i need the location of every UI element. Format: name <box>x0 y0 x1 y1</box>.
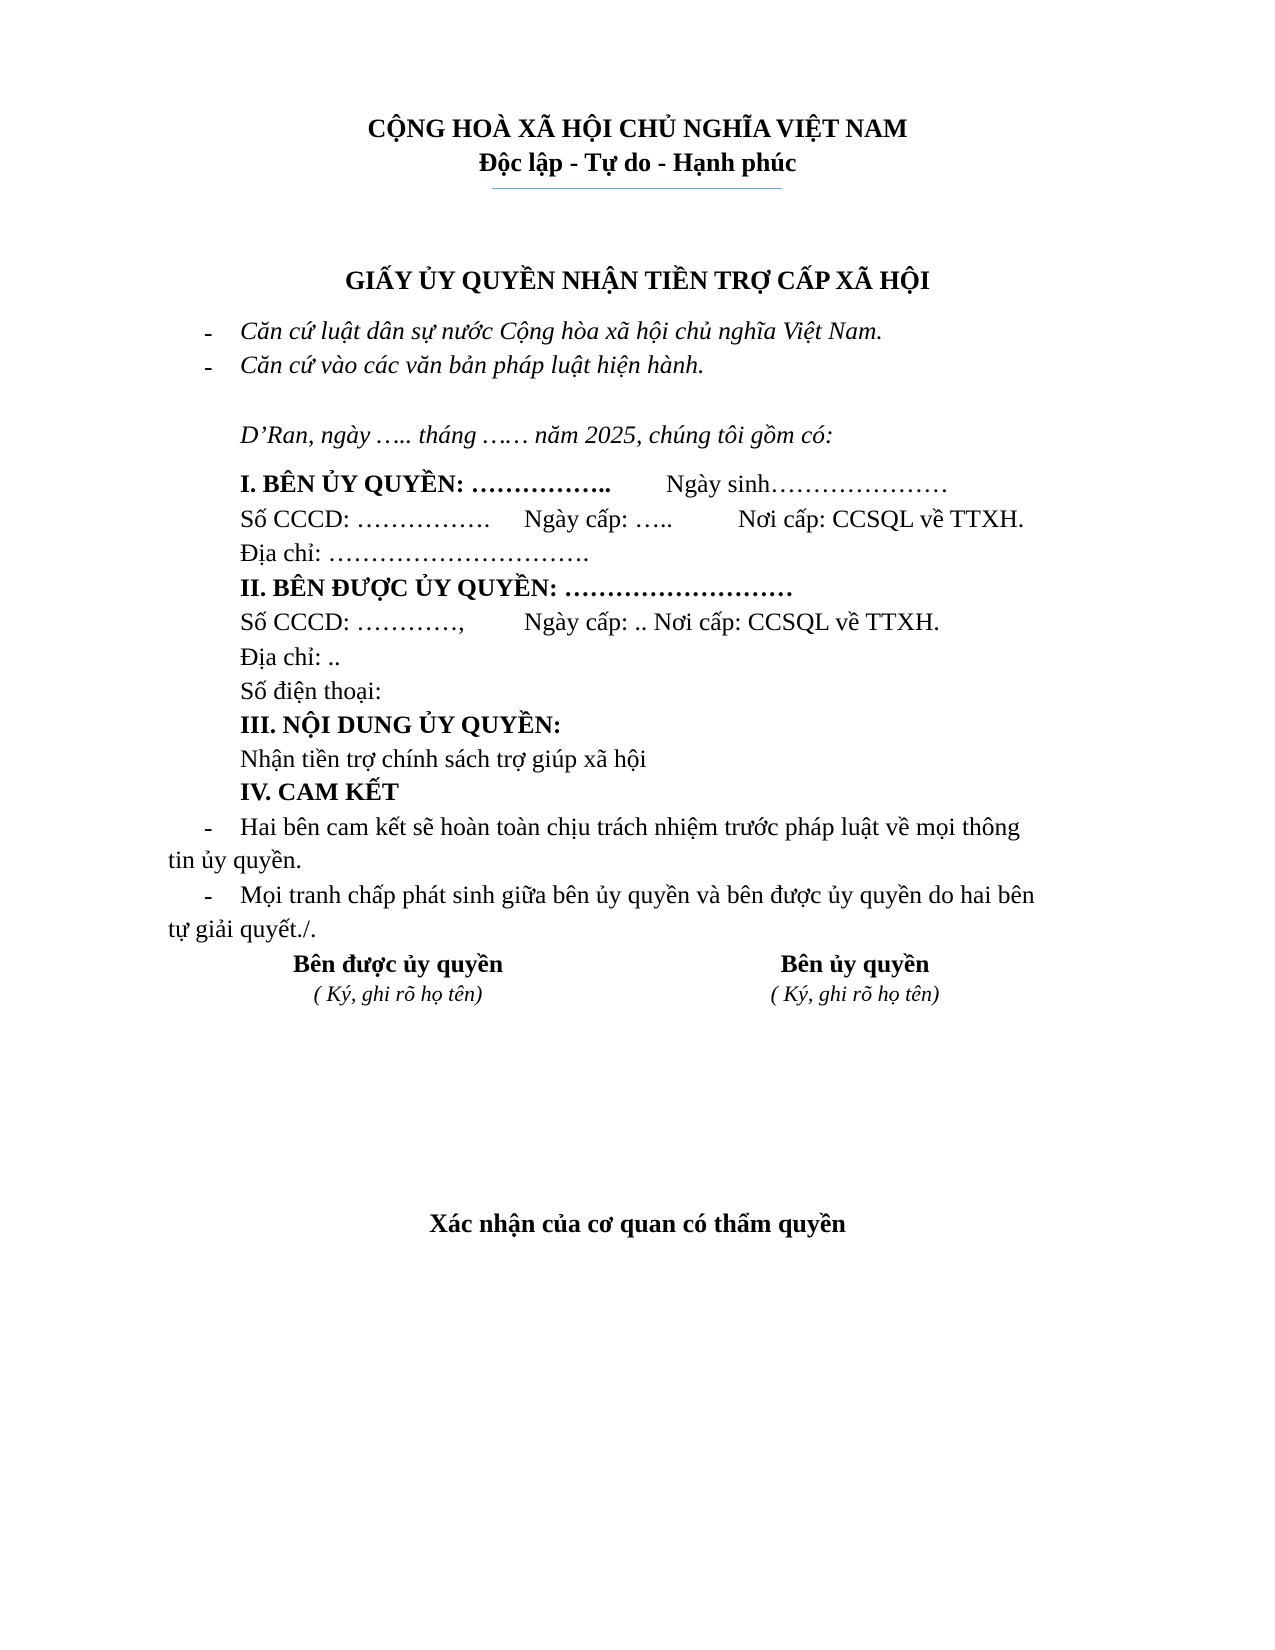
basis-1: Căn cứ luật dân sự nước Cộng hòa xã hội chủ nghĩa Việt Nam. <box>240 316 883 345</box>
section1-issue-place: Nơi cấp: CCSQL về TTXH. <box>738 504 1025 533</box>
section2-cccd: Số CCCD: …………, <box>240 607 465 636</box>
signature-left-title: Bên được ủy quyền <box>292 949 504 978</box>
commitment-1-line1: Hai bên cam kết sẽ hoàn toàn chịu trách nhiệm trước pháp luật về mọi thông <box>240 812 1021 841</box>
section4-heading: IV. CAM KẾT <box>240 777 399 806</box>
signature-right-note: ( Ký, ghi rõ họ tên) <box>770 981 940 1006</box>
signature-left-note: ( Ký, ghi rõ họ tên) <box>313 981 483 1006</box>
section1-address: Địa chỉ: …………………………. <box>240 538 590 567</box>
date-line: D’Ran, ngày ….. tháng …… năm 2025, chúng tôi gồm có: <box>240 420 834 449</box>
section3-heading: III. NỘI DUNG ỦY QUYỀN: <box>240 710 562 739</box>
bullet-dash: - <box>204 318 213 347</box>
section1-heading: I. BÊN ỦY QUYỀN: …………….. <box>240 469 611 498</box>
section2-heading: II. BÊN ĐƯỢC ỦY QUYỀN: ……………………… <box>240 573 794 602</box>
section2-phone: Số điện thoại: <box>240 676 382 705</box>
section1-dob: Ngày sinh………………… <box>666 469 949 498</box>
bullet-dash: - <box>204 352 213 381</box>
basis-2: Căn cứ vào các văn bản pháp luật hiện hành. <box>240 350 705 379</box>
bullet-dash: - <box>204 813 213 842</box>
section1-cccd: Số CCCD: ……………. <box>240 504 491 533</box>
section2-issue: Ngày cấp: .. Nơi cấp: CCSQL về TTXH. <box>524 607 940 636</box>
nation-title: CỘNG HOÀ XÃ HỘI CHỦ NGHĨA VIỆT NAM <box>367 114 908 143</box>
document-title: GIẤY ỦY QUYỀN NHẬN TIỀN TRỢ CẤP XÃ HỘI <box>344 266 931 295</box>
section2-address: Địa chỉ: .. <box>240 642 341 671</box>
section3-content: Nhận tiền trợ chính sách trợ giúp xã hội <box>240 744 647 773</box>
motto: Độc lập - Tự do - Hạnh phúc <box>478 148 797 177</box>
commitment-1-line2: tin ủy quyền. <box>168 845 302 874</box>
commitment-2-line2: tự giải quyết./. <box>168 914 317 943</box>
commitment-2-line1: Mọi tranh chấp phát sinh giữa bên ủy quyền và bên được ủy quyền do hai bên <box>240 880 1035 909</box>
bullet-dash: - <box>204 881 213 910</box>
signature-right-title: Bên ủy quyền <box>780 949 930 978</box>
authority-confirmation: Xác nhận của cơ quan có thẩm quyền <box>429 1209 846 1238</box>
section1-issue-date: Ngày cấp: ….. <box>524 504 673 533</box>
motto-underline <box>492 188 782 189</box>
